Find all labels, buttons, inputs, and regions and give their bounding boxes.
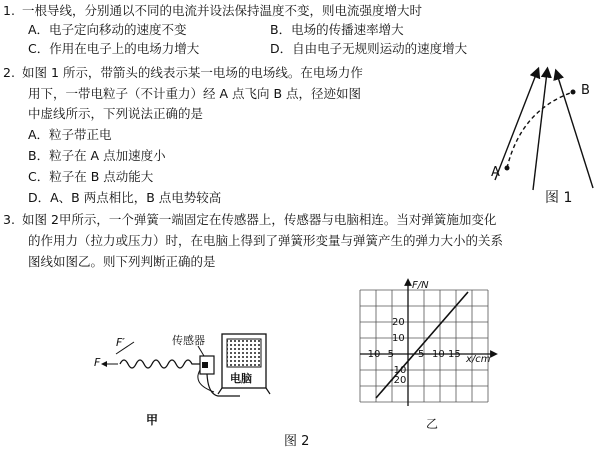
figure-2-jia: [90, 320, 280, 430]
figure-yi-caption: 乙: [426, 417, 439, 431]
q2-stem-line-1: 如图 1 所示，带箭头的线表示某一电场的电场线。在电场力作: [22, 65, 363, 80]
field-line-middle: [533, 72, 547, 190]
q3-stem-line-3: 图线如图乙。则下列判断正确的是: [28, 254, 216, 269]
f-label: F: [94, 356, 101, 369]
figure-jia-caption: 甲: [146, 413, 159, 427]
figure-1-caption: 图 1: [545, 190, 573, 206]
q1-number: 1.: [3, 3, 15, 18]
point-b: [571, 90, 576, 95]
x-tick-minus-5: -5: [384, 349, 394, 360]
x-tick-10: 10: [432, 349, 445, 360]
q1-stem: 一根导线，分别通以不同的电流并设法保持温度不变，则电流强度增大时: [22, 3, 423, 18]
q2-option-c: C．粒子在 B 点动能大: [28, 169, 154, 184]
q1-option-d: D．自由电子无规则运动的速度增大: [270, 41, 468, 56]
point-a: [505, 166, 510, 171]
figure-2-yi: [348, 278, 498, 438]
q2-option-d: D．A、B 两点相比，B 点电势较高: [28, 190, 222, 205]
x-axis-label: x/cm: [466, 354, 491, 365]
q1-option-a: A．电子定向移动的速度不变: [28, 22, 187, 37]
q1-option-c: C．作用在电子上的电场力增大: [28, 41, 200, 56]
q2-stem-line-2: 用下，一带电粒子（不计重力）经 A 点飞向 B 点，径迹如图: [28, 86, 362, 101]
sensor-label: 传感器: [172, 334, 205, 347]
computer-leg-left: [218, 388, 222, 394]
sensor-core: [202, 362, 208, 368]
spring: [120, 360, 200, 368]
label-a: A: [491, 165, 500, 180]
y-tick-20: 20: [392, 317, 405, 328]
q3-stem-line-1: 如图 2甲所示，一个弹簧一端固定在传感器上，传感器与电脑相连。当对弹簧施加变化: [22, 212, 497, 227]
computer-screen: [227, 339, 261, 367]
f-prime-label: F′: [116, 336, 125, 349]
q2-option-a: A．粒子带正电: [28, 127, 112, 142]
q1-option-b: B．电场的传播速率增大: [270, 22, 404, 37]
graph-grid: [360, 290, 488, 402]
computer-label: 电脑: [230, 372, 252, 385]
y-axis-label: F/N: [412, 280, 429, 291]
y-tick-minus-20: -20: [390, 375, 407, 386]
y-tick-10: 10: [392, 333, 405, 344]
sensor-pointer: [198, 346, 204, 356]
x-tick-5: 5: [418, 349, 425, 360]
y-tick-minus-10: -10: [390, 365, 407, 376]
figure-2-caption: 图 2: [284, 434, 310, 449]
computer-leg-right: [266, 388, 270, 394]
q2-number: 2.: [3, 65, 15, 80]
q3-stem-line-2: 的作用力（拉力或压力）时，在电脑上得到了弹簧形变量与弹簧产生的弹力大小的关系: [28, 233, 504, 248]
q2-option-b: B．粒子在 A 点加速度小: [28, 148, 166, 163]
x-tick-15: 15: [448, 349, 461, 360]
figure-1: [485, 62, 600, 207]
q2-stem-line-3: 中虚线所示，下列说法正确的是: [28, 106, 204, 121]
q3-number: 3.: [3, 212, 15, 227]
label-b: B: [581, 83, 590, 98]
field-line-left: [495, 72, 537, 180]
x-tick-minus-10: -10: [364, 349, 381, 360]
